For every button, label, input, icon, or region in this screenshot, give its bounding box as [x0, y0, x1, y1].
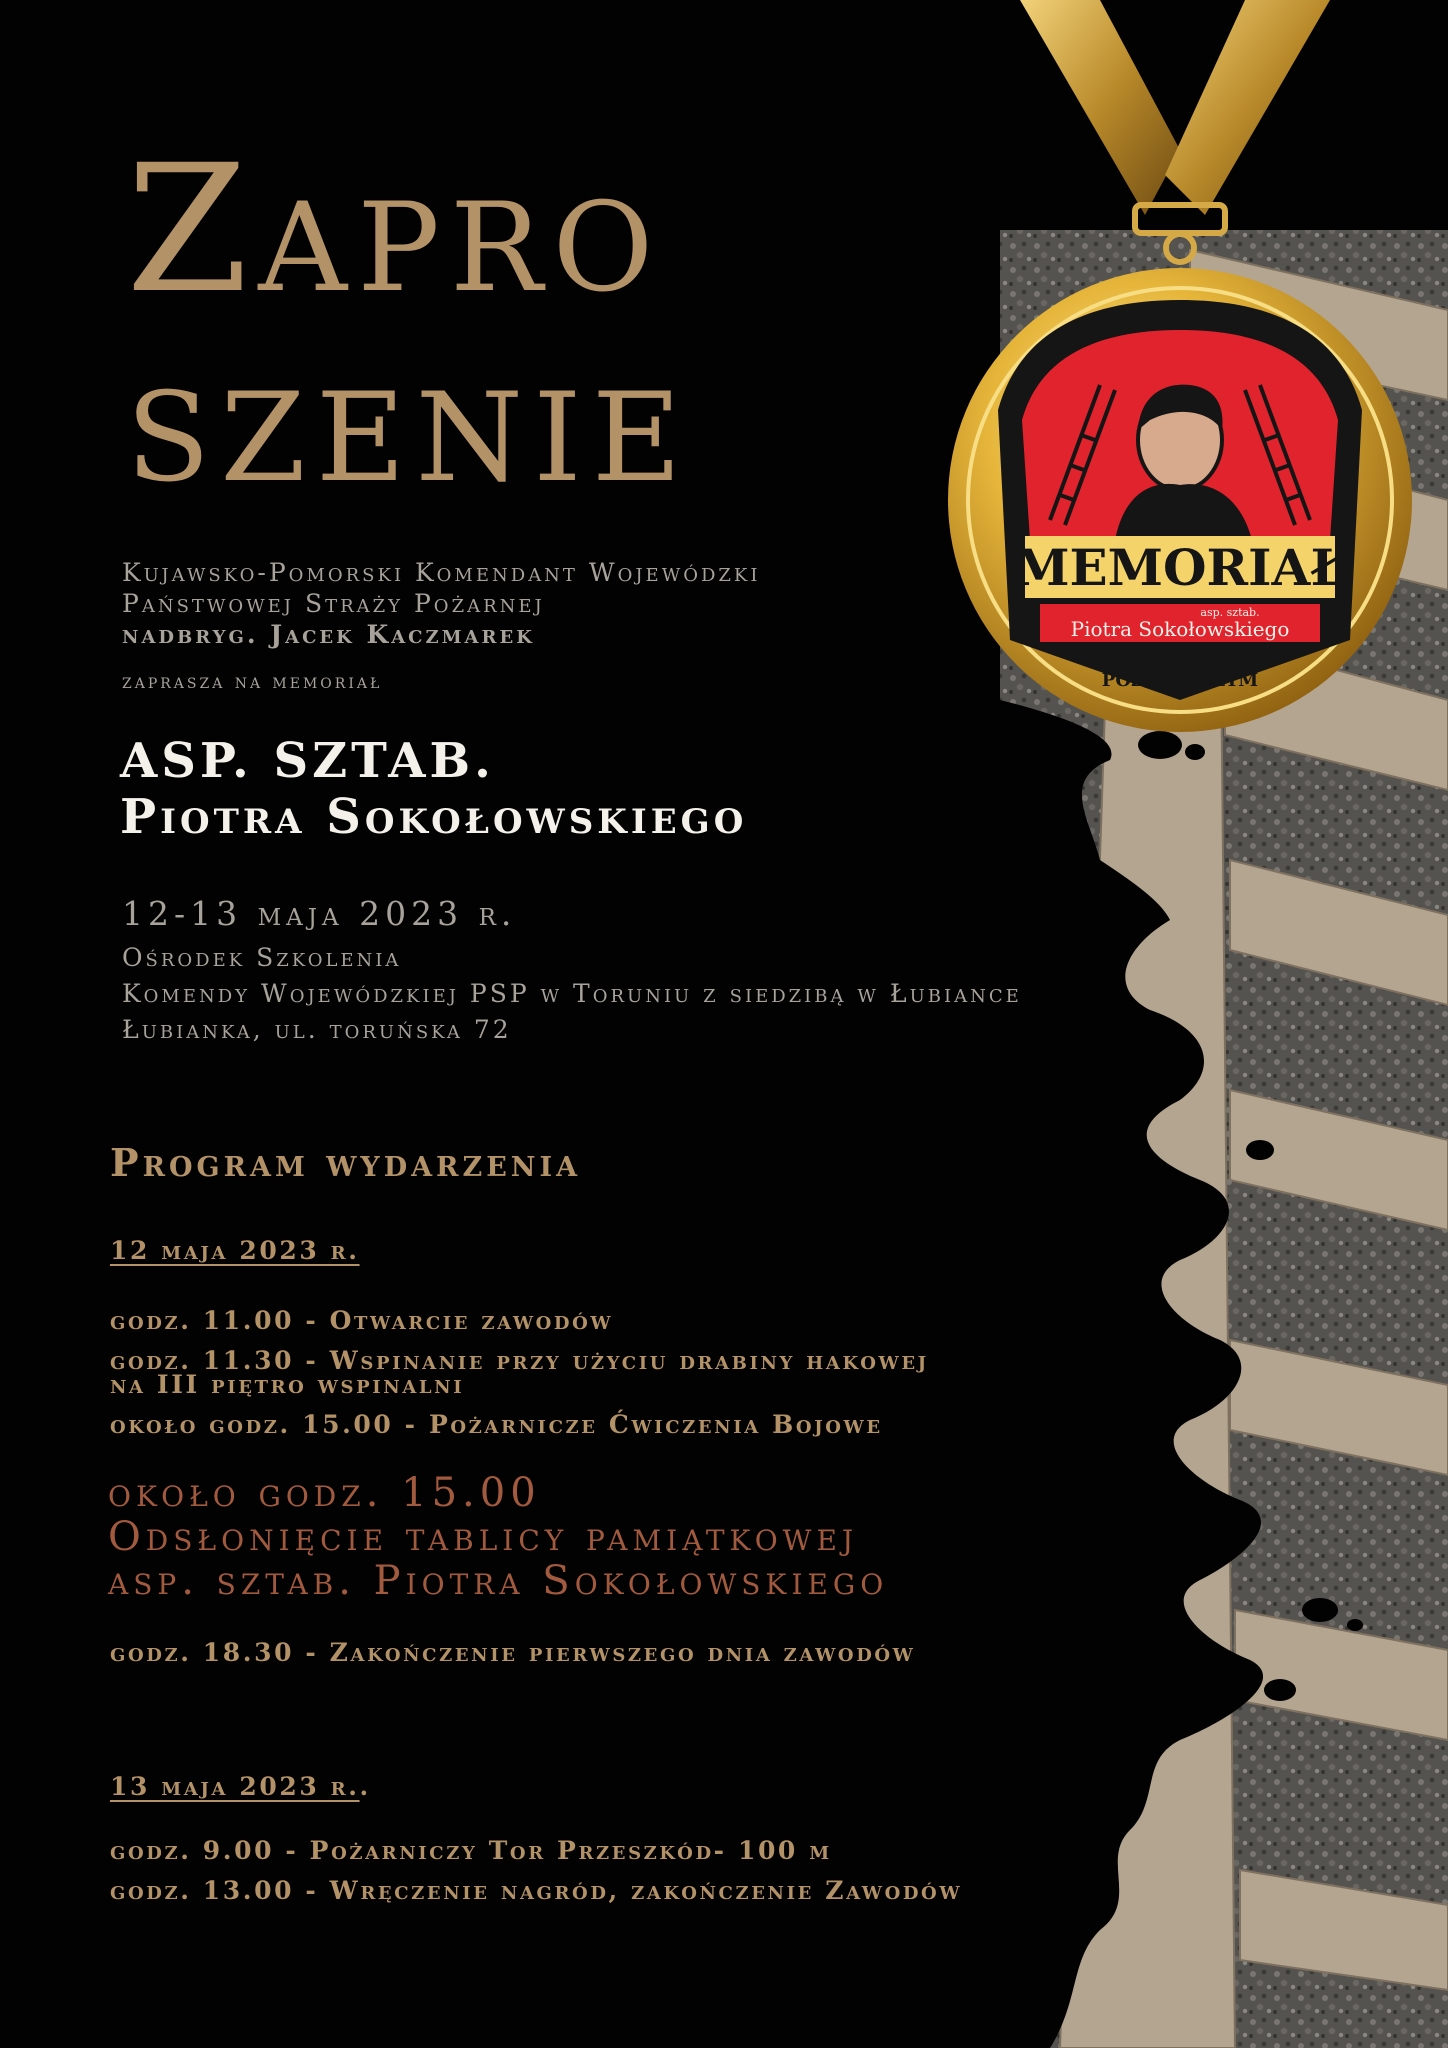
highlight-time: około godz. 15.00 — [108, 1470, 541, 1516]
day2-item-1: godz. 9.00 - Pożarniczy Tor Przeszkód- 100 m — [110, 1836, 832, 1865]
title-line-1: Zapro — [126, 127, 664, 332]
day2-date-line — [110, 1774, 371, 1799]
title-line-2: szenie — [126, 317, 692, 522]
host-name: nadbryg. Jacek Kaczmarek — [122, 620, 535, 649]
venue-line-2: Komendy Wojewódzkiej PSP w Toruniu z siedzibą w Łubiance — [122, 979, 1022, 1008]
venue-address: Łubianka, ul. toruńska 72 — [122, 1015, 512, 1044]
medal-rank: asp. sztab. — [1200, 606, 1260, 619]
invite-text: zaprasza na memoriał — [122, 669, 383, 693]
highlight-title: Odsłonięcie tablicy pamiątkowej — [108, 1514, 859, 1560]
day2-item-2: godz. 13.00 - Wręczenie nagród, zakończenie Zawodów — [110, 1876, 963, 1905]
day1-item-2-cont: na III piętro wspinalni — [110, 1370, 465, 1399]
honoree-rank: ASP. SZTAB. — [120, 733, 495, 789]
medal-title: MEMORIAŁ — [1014, 538, 1346, 597]
medal-ribbon — [1020, 0, 1330, 262]
host-line-2: Państwowej Straży Pożarnej — [122, 589, 545, 618]
medal-name: Piotra Sokołowskiego — [1070, 617, 1290, 641]
venue-line-1: Ośrodek Szkolenia — [122, 943, 402, 972]
medal-bottom-2: POŻARNICZYM — [1101, 670, 1259, 691]
day1-item-2: godz. 11.30 - Wspinanie przy użyciu drabiny hakowej — [110, 1346, 929, 1375]
day2-date-suffix: . — [359, 1772, 371, 1801]
day1-item-1: godz. 11.00 - Otwarcie zawodów — [110, 1306, 614, 1335]
memorial-medal — [940, 0, 1420, 760]
host-line-1: Kujawsko-Pomorski Komendant Wojewódzki — [122, 558, 761, 587]
medal-bottom-1: W SPORCIE — [1119, 649, 1241, 670]
honoree-name: Piotra Sokołowskiego — [120, 789, 748, 845]
day1-date: 12 maja 2023 r. — [110, 1236, 360, 1265]
event-dates: 12-13 maja 2023 r. — [122, 894, 517, 933]
program-heading: Program wydarzenia — [110, 1140, 582, 1185]
day1-item-3: około godz. 15.00 - Pożarnicze Ćwiczenia Bojowe — [110, 1410, 883, 1439]
day2-date: 13 maja 2023 r. — [110, 1772, 360, 1801]
highlight-honoree: asp. sztab. Piotra Sokołowskiego — [108, 1558, 889, 1604]
day1-closing: godz. 18.30 - Zakończenie pierwszego dnia zawodów — [110, 1638, 916, 1667]
